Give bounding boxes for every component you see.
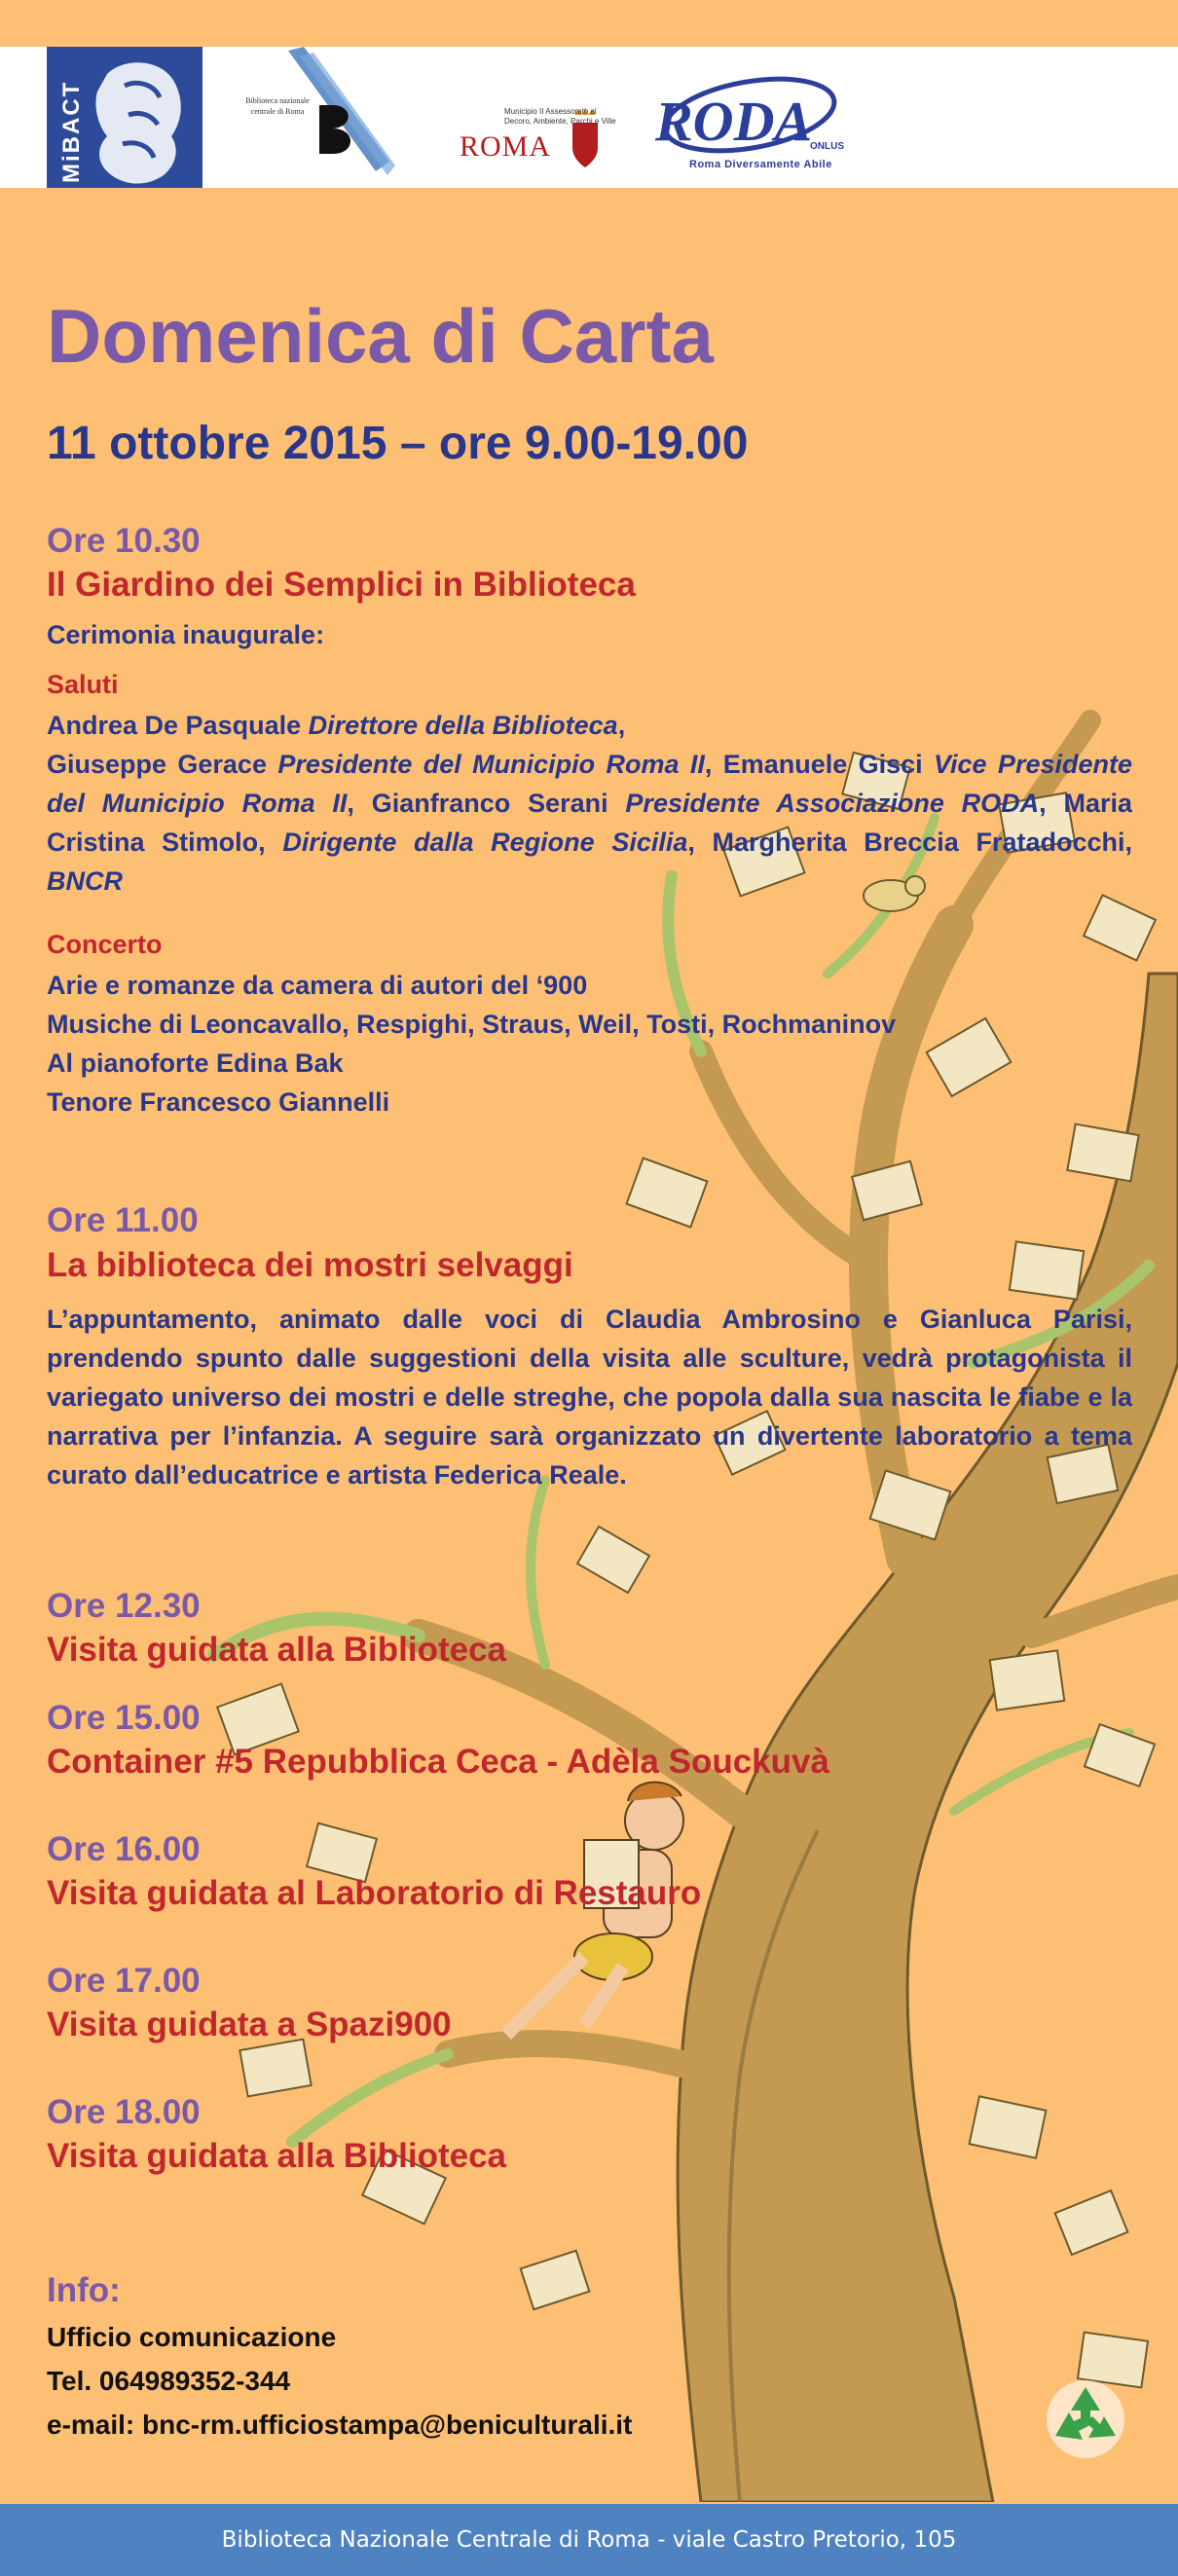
separator: , bbox=[617, 711, 626, 740]
bnc-logo bbox=[243, 47, 399, 188]
separator: , bbox=[704, 750, 723, 779]
slot-title: Container #5 Repubblica Ceca - Adèla Souckuvà bbox=[47, 1743, 829, 1781]
info-email[interactable]: e-mail: bnc-rm.ufficiostampa@beniculturali.it bbox=[47, 2410, 633, 2440]
person-name: Emanuele Gisci bbox=[722, 750, 935, 779]
mibact-wordmark: MiBACT bbox=[58, 80, 85, 183]
person-role: Presidente del Municipio Roma II bbox=[277, 750, 705, 779]
slot-title: Visita guidata alla Biblioteca bbox=[47, 1631, 507, 1669]
person-name: Gianfranco Serani bbox=[371, 789, 626, 818]
slot-description: L’appuntamento, animato dalle voci di Claudia Ambrosino e Gianluca Parisi, prendendo spunto dalle suggestioni della visita alle sculture, vedrà protagonista il variegato universo dei mostri e delle streghe, che popola dalla sua nascita le fiabe e la narrativa per l’infanzia. A seguire sarà organizzato un divertente laboratorio a tema curato dall’educatrice e artista Federica Reale. bbox=[47, 1305, 1132, 1490]
info-office: Ufficio comunicazione bbox=[47, 2322, 337, 2352]
slot-title: Visita guidata alla Biblioteca bbox=[47, 2137, 507, 2175]
person-role: Direttore della Biblioteca bbox=[308, 711, 618, 740]
info-label: Info: bbox=[47, 2271, 121, 2309]
person-role: Presidente Associazione RODA bbox=[625, 789, 1040, 818]
person-name: Maria Cristina Stimolo, bbox=[47, 789, 1132, 857]
slot-title: Visita guidata a Spazi900 bbox=[47, 2006, 452, 2043]
roda-subtitle: Roma Diversamente Abile bbox=[689, 159, 832, 170]
separator: , bbox=[347, 789, 372, 818]
slot-time: Ore 10.30 bbox=[47, 522, 201, 560]
person-role: Vice Presidente del Municipio Roma II bbox=[47, 750, 1132, 818]
ceremony-label: Cerimonia inaugurale: bbox=[47, 620, 325, 649]
slot-time: Ore 18.00 bbox=[47, 2093, 201, 2131]
person-name: Andrea De Pasquale bbox=[47, 711, 309, 740]
slot-time: Ore 16.00 bbox=[47, 1830, 201, 1868]
slot-time: Ore 12.30 bbox=[47, 1587, 201, 1625]
concerto-line: Al pianoforte Edina Bak bbox=[47, 1049, 344, 1078]
roma-subtitle: Municipio II Assessorato al Decoro, Ambiente, Parchi e Ville bbox=[504, 107, 616, 126]
mibact-logo bbox=[47, 47, 202, 188]
slot-title: Visita guidata al Laboratorio di Restauro bbox=[47, 1874, 702, 1912]
bnc-logo-text: Biblioteca nazionale centrale di Roma bbox=[245, 96, 310, 116]
slot-time: Ore 17.00 bbox=[47, 1962, 201, 2000]
recycle-icon bbox=[1044, 2377, 1127, 2461]
concerto-details bbox=[47, 966, 1132, 1122]
person-name: Margherita Breccia Fratadocchi, bbox=[712, 828, 1132, 857]
slot-time: Ore 11.00 bbox=[47, 1201, 199, 1239]
separator: , bbox=[687, 828, 713, 857]
roma-wordmark: ROMA bbox=[460, 130, 552, 163]
slot-title: La biblioteca dei mostri selvaggi bbox=[47, 1246, 573, 1284]
person-role: Dirigente dalla Regione Sicilia bbox=[282, 828, 688, 857]
event-title: Domenica di Carta bbox=[47, 293, 714, 379]
person-name: Giuseppe Gerace bbox=[47, 750, 278, 779]
person-role: BNCR bbox=[47, 866, 123, 896]
roda-onlus: ONLUS bbox=[810, 141, 844, 152]
concerto-line: Arie e romanze da camera di autori del ‘900 bbox=[47, 971, 588, 1000]
saluti-label: Saluti bbox=[47, 670, 119, 699]
separator: , bbox=[1039, 789, 1064, 818]
logo-band bbox=[0, 47, 1178, 188]
event-datetime: 11 ottobre 2015 – ore 9.00-19.00 bbox=[47, 418, 749, 469]
info-phone: Tel. 064989352-344 bbox=[47, 2366, 291, 2396]
slot-time: Ore 15.00 bbox=[47, 1699, 201, 1737]
concerto-label: Concerto bbox=[47, 930, 163, 959]
concerto-line: Musiche di Leoncavallo, Respighi, Straus, Weil, Tosti, Rochmaninov bbox=[47, 1010, 897, 1039]
saluti-list bbox=[47, 706, 1132, 901]
slot-title: Il Giardino dei Semplici in Biblioteca bbox=[47, 566, 636, 604]
svg-text:RODA: RODA bbox=[655, 90, 813, 153]
concerto-line: Tenore Francesco Giannelli bbox=[47, 1087, 390, 1117]
footer-address: Biblioteca Nazionale Centrale di Roma - viale Castro Pretorio, 105 bbox=[0, 2504, 1178, 2576]
